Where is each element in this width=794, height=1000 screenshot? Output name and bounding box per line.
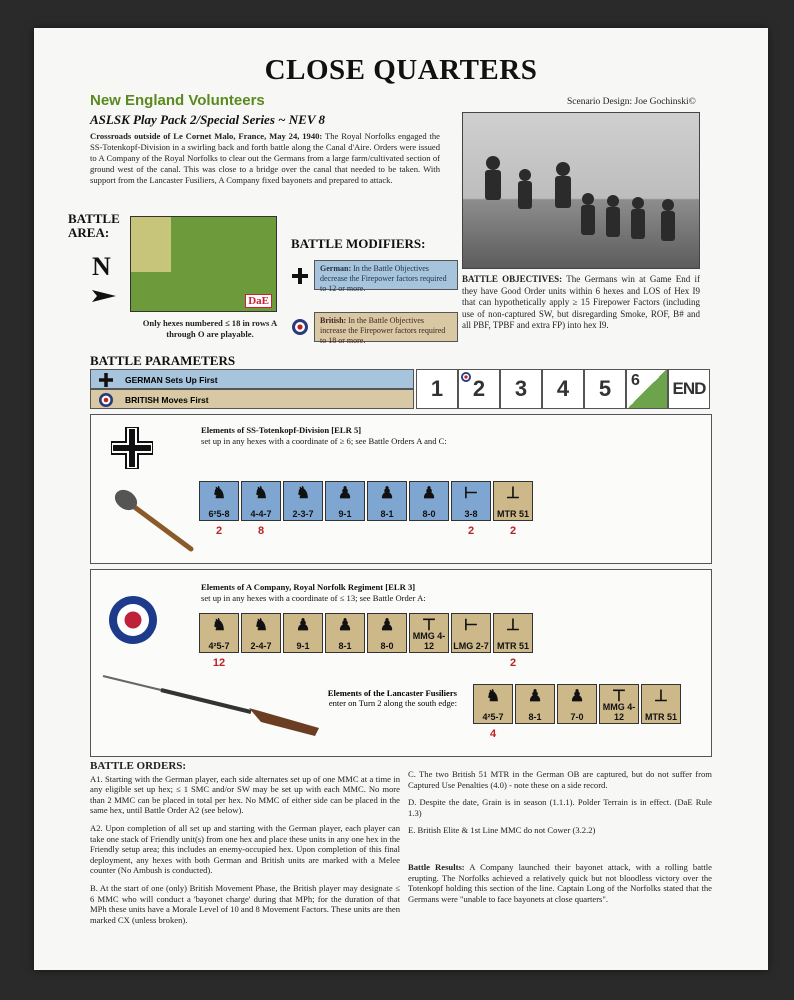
- german-cross-icon: [292, 268, 308, 284]
- british-oob-heading: [201, 582, 426, 604]
- counter-british-leader-8-1: ♟ 8-1: [325, 613, 365, 653]
- lancaster-counter-strip: [473, 684, 683, 724]
- battle-area-map: [130, 216, 277, 312]
- counter-german-leader-9-1: ♟ 9-1: [325, 481, 365, 521]
- turn-number: 6: [631, 372, 640, 389]
- turn-box-end: END: [668, 369, 710, 409]
- counter-german-leader-8-0: ♟ 8-0: [409, 481, 449, 521]
- battle-parameters-heading: BATTLE PARAMETERS: [90, 353, 236, 368]
- map-village-area: [131, 217, 171, 272]
- turn-box: 1: [416, 369, 458, 409]
- counter-lancaster-elite-squad: ♞ 4²5-7: [473, 684, 513, 724]
- lancaster-title: Elements of the Lancaster Fusiliers: [327, 688, 457, 698]
- counter-lancaster-leader-7-0: ♟ 7-0: [557, 684, 597, 724]
- counter-british-mmg: ⊤ MMG 4-12: [409, 613, 449, 653]
- counter-british-leader-8-0: ♟ 8-0: [367, 613, 407, 653]
- results-text: A Company launched their bayonet attack, with a rolling battle erupting. The Norfolks achieved a relatively quick but not bloodless victory over the Totenkopf holding this section of the line. Captain Long of the Norfolks stated that the Germans were "unable to face bayonets at close quarters".: [408, 861, 712, 904]
- objectives-heading: BATTLE OBJECTIVES:: [462, 274, 563, 284]
- turn-track: [416, 369, 710, 409]
- intro-lead: Crossroads outside of Le Cornet Malo, France, May 24, 1940:: [90, 131, 323, 141]
- british-roundel-icon: [461, 372, 471, 382]
- series-title: New England Volunteers: [90, 92, 265, 109]
- pack-id: ASLSK Play Pack 2/Special Series ~ NEV 8: [90, 112, 326, 127]
- counter-german-lmg: ⊢ 3-8: [451, 481, 491, 521]
- intro-text: [90, 131, 440, 186]
- modifier-text: In the Battle Objectives decrease the Firepower factors required to 12 or more.: [320, 264, 447, 293]
- british-roundel-icon: [292, 319, 308, 335]
- counter-lancaster-mmg: ⊤ MMG 4-12: [599, 684, 639, 724]
- turn-number: 2: [472, 376, 486, 401]
- british-oob-title: Elements of A Company, Royal Norfolk Regiment [ELR 3]: [201, 582, 416, 592]
- british-count-mortar: 2: [509, 657, 517, 669]
- counter-british-crew: ♞ 2-4-7: [241, 613, 281, 653]
- german-count-elite: 2: [215, 525, 223, 537]
- counter-german-leader-8-1: ♟ 8-1: [367, 481, 407, 521]
- british-oob-panel: [90, 569, 712, 757]
- lancaster-count: 4: [489, 728, 497, 740]
- order-c: C. The two British 51 MTR in the German OB are captured, but do not suffer from Captured Use Penalties (4.0) - note these on a side record.: [408, 769, 712, 790]
- german-cross-icon: [99, 373, 113, 387]
- german-setup-text: GERMAN Sets Up First: [125, 375, 218, 385]
- order-d: D. Despite the date, Grain is in season (1.1.1). Polder Terrain is in effect. (DaE Rule 1.3): [408, 797, 712, 818]
- british-modifier: [314, 312, 458, 345]
- order-a1: A1. Starting with the German player, each side alternates set up of one MMC at a time in any eligible set up hex; ≤ 1 SMC and/or SW may be set up with each MMC. No more than 2 MMC can be placed in total per hex. No MMC of either side can be placed in the same hex, until Battle Order A2 (see below).: [90, 773, 400, 816]
- map-note: Only hexes numbered ≤ 18 in rows A through O are playable.: [142, 318, 278, 339]
- british-count-elite: 12: [212, 657, 226, 669]
- british-moves-text: BRITISH Moves First: [125, 395, 209, 405]
- intro-body: The Royal Norfolks engaged the SS-Totenkopf-Division in a swirling back and forth battle along the Canal d'Aire. Orders were issued to A Company of the Royal Norfolks to clear out the Germans from a large farm/cultivated section of ground west of the canal. This was close to a bridge over the canal that needed to be taken. With support from the Lancaster Fusiliers, A Company fixed bayonets and prepared to attack.: [90, 131, 440, 185]
- order-e: E. British Elite & 1st Line MMC do not Cower (3.2.2): [408, 825, 596, 836]
- turn-box: 4: [542, 369, 584, 409]
- map-tag: DaE: [245, 294, 272, 308]
- lancaster-setup: enter on Turn 2 along the south edge:: [328, 698, 457, 708]
- counter-captured-mortar: ⊥ MTR 51: [493, 481, 533, 521]
- objectives-text: The Germans win at Game End if they have Good Order units within 6 hexes and LOS of Hex I9 that can hypothetically apply ≥ 15 Firepower Factors (including use of non-captured SW, but disregarding Smoke, ROF, B# and all PBF, TPBF and extra FP) into hex I9.: [462, 274, 700, 330]
- north-arrow-icon: [92, 290, 116, 302]
- counter-german-elite-squad: ♞ 6²5-8: [199, 481, 239, 521]
- orders-column-right: [408, 769, 712, 911]
- german-count-mortar: 2: [509, 525, 517, 537]
- modifier-text: In the Battle Objectives increase the Firepower factors required to 18 or more.: [320, 316, 446, 345]
- counter-german-1st-line-squad: ♞ 4-4-7: [241, 481, 281, 521]
- german-oob-setup: set up in any hexes with a coordinate of ≥ 6; see Battle Orders A and C:: [201, 436, 447, 446]
- north-indicator: N: [92, 252, 111, 281]
- modifier-side: German:: [320, 264, 352, 273]
- german-count-squad: 8: [257, 525, 265, 537]
- orders-column-left: [90, 761, 400, 932]
- battle-objectives: [462, 274, 700, 332]
- british-oob-setup: set up in any hexes with a coordinate of ≤ 13; see Battle Order A:: [201, 593, 426, 603]
- british-roundel-icon: [99, 393, 113, 407]
- british-moves-row: [90, 389, 414, 409]
- historical-photo: [462, 112, 700, 269]
- turn-box: [458, 369, 500, 409]
- order-a2: A2. Upon completion of all set up and starting with the German player, each player can take one stack of Friendly unit(s) from one hex and place these units in any one hex in the Friendly setup area; this includes an enemy-occupied hex. Upon completion of this final deployment, any hexes with both German and British units are marked with a Melee counter (No Ambush is conducted).: [90, 822, 400, 876]
- scenario-card: [34, 28, 768, 970]
- order-b: B. At the start of one (only) British Movement Phase, the British player may designate ≤ 6 MMC who will conduct a 'bayonet charge' during that MPh; for the duration of that MPh these units have a Morale Level of 10 and 8 Movement Factors. These units are then marked CX (unless broken).: [90, 882, 400, 925]
- battle-modifiers-heading: BATTLE MODIFIERS:: [291, 236, 426, 251]
- designer-credit: Scenario Design: Joe Gochinski©: [567, 97, 696, 107]
- lancaster-heading: [297, 688, 457, 708]
- counter-british-leader-9-1: ♟ 9-1: [283, 613, 323, 653]
- counter-british-mortar: ⊥ MTR 51: [493, 613, 533, 653]
- raf-roundel-icon: [109, 596, 157, 644]
- battle-area-label: BATTLE AREA:: [68, 211, 120, 240]
- turn-box: [626, 369, 668, 409]
- german-oob-title: Elements of SS-Totenkopf-Division [ELR 5]: [201, 425, 362, 435]
- battle-results: [408, 862, 712, 904]
- rifle-bayonet-icon: [101, 666, 325, 736]
- german-oob-heading: [201, 425, 447, 447]
- modifier-side: British:: [320, 316, 347, 325]
- counter-lancaster-mortar: ⊥ MTR 51: [641, 684, 681, 724]
- german-modifier: [314, 260, 458, 293]
- turn-box: 3: [500, 369, 542, 409]
- counter-lancaster-leader-8-1: ♟ 8-1: [515, 684, 555, 724]
- british-counter-strip: [199, 613, 535, 653]
- orders-heading: BATTLE ORDERS:: [90, 760, 187, 772]
- iron-cross-icon: [111, 427, 153, 469]
- german-count-lmg: 2: [467, 525, 475, 537]
- german-oob-panel: [90, 414, 712, 564]
- results-heading: Battle Results:: [408, 861, 465, 872]
- counter-german-crew: ♞ 2-3-7: [283, 481, 323, 521]
- turn-box: 5: [584, 369, 626, 409]
- counter-british-lmg: ⊢ LMG 2-7: [451, 613, 491, 653]
- counter-british-elite-squad: ♞ 4²5-7: [199, 613, 239, 653]
- german-counter-strip: [199, 481, 535, 521]
- page-title: CLOSE QUARTERS: [264, 54, 538, 86]
- german-setup-row: [90, 369, 414, 389]
- stick-grenade-icon: [109, 485, 199, 555]
